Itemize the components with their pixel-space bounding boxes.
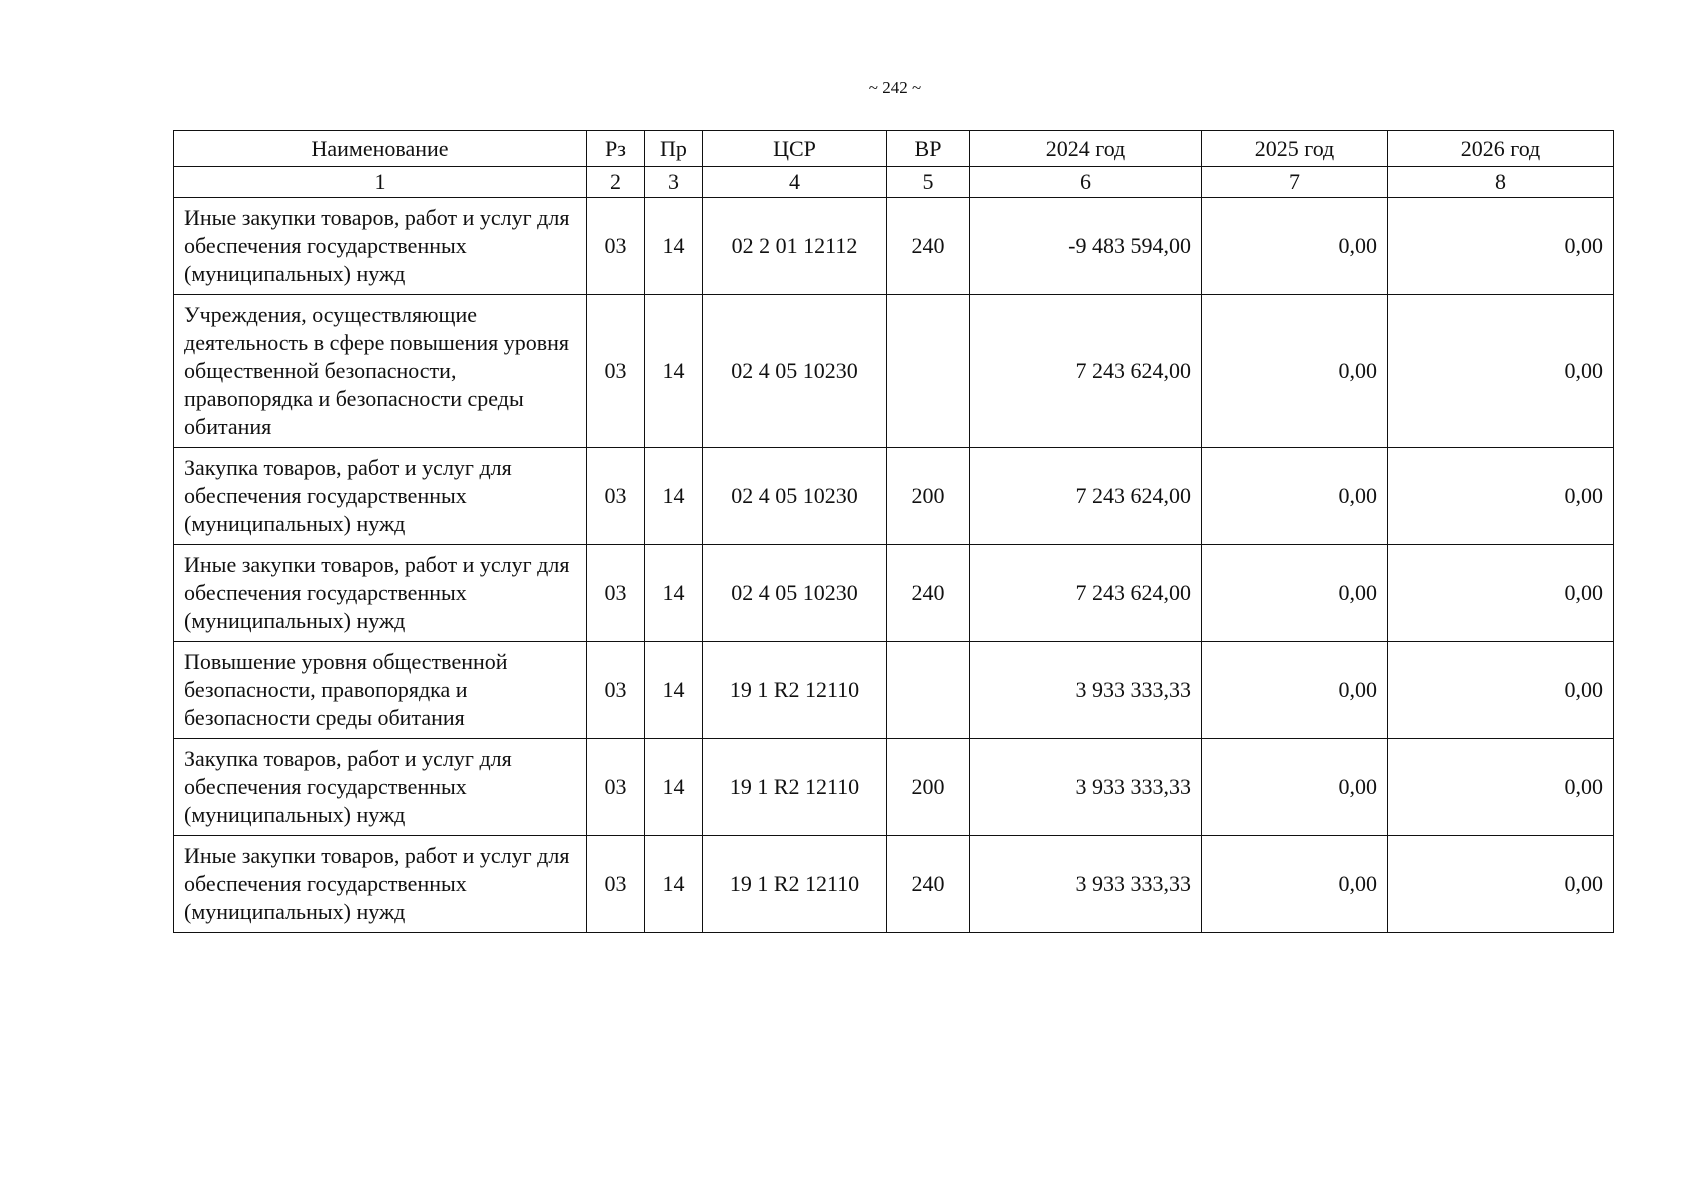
row-csr: 02 4 05 10230 — [703, 545, 887, 642]
header-row — [174, 131, 1614, 167]
row-rz: 03 — [587, 836, 645, 933]
column-number: 3 — [645, 167, 703, 198]
header-pr: Пр — [645, 131, 703, 167]
table-row — [174, 545, 1614, 642]
row-pr: 14 — [645, 642, 703, 739]
row-2025: 0,00 — [1202, 545, 1388, 642]
row-2025: 0,00 — [1202, 739, 1388, 836]
row-2024: -9 483 594,00 — [970, 198, 1202, 295]
row-pr: 14 — [645, 448, 703, 545]
row-rz: 03 — [587, 739, 645, 836]
header-csr: ЦСР — [703, 131, 887, 167]
row-2024: 3 933 333,33 — [970, 836, 1202, 933]
column-number: 8 — [1388, 167, 1614, 198]
row-2025: 0,00 — [1202, 836, 1388, 933]
column-number: 6 — [970, 167, 1202, 198]
column-number: 2 — [587, 167, 645, 198]
row-rz: 03 — [587, 545, 645, 642]
table-row — [174, 295, 1614, 448]
row-2024: 3 933 333,33 — [970, 739, 1202, 836]
column-number: 5 — [887, 167, 970, 198]
row-name: Учреждения, осуществляющие деятельность в сфере повышения уровня общественной безопасности, правопорядка и безопасности среды обитания — [174, 295, 587, 448]
header-name: Наименование — [174, 131, 587, 167]
row-vr: 200 — [887, 448, 970, 545]
row-csr: 19 1 R2 12110 — [703, 739, 887, 836]
row-vr — [887, 295, 970, 448]
header-rz: Рз — [587, 131, 645, 167]
row-2024: 7 243 624,00 — [970, 448, 1202, 545]
row-csr: 19 1 R2 12110 — [703, 836, 887, 933]
row-name: Повышение уровня общественной безопасности, правопорядка и безопасности среды обитания — [174, 642, 587, 739]
row-rz: 03 — [587, 642, 645, 739]
row-rz: 03 — [587, 198, 645, 295]
column-number: 7 — [1202, 167, 1388, 198]
table-row — [174, 642, 1614, 739]
row-name: Закупка товаров, работ и услуг для обеспечения государственных (муниципальных) нужд — [174, 448, 587, 545]
column-number: 4 — [703, 167, 887, 198]
row-rz: 03 — [587, 295, 645, 448]
row-pr: 14 — [645, 295, 703, 448]
row-2026: 0,00 — [1388, 836, 1614, 933]
row-csr: 02 4 05 10230 — [703, 295, 887, 448]
budget-table — [173, 130, 1614, 933]
row-2026: 0,00 — [1388, 448, 1614, 545]
row-2026: 0,00 — [1388, 642, 1614, 739]
row-csr: 02 4 05 10230 — [703, 448, 887, 545]
row-pr: 14 — [645, 739, 703, 836]
row-name: Иные закупки товаров, работ и услуг для обеспечения государственных (муниципальных) нужд — [174, 836, 587, 933]
row-2025: 0,00 — [1202, 295, 1388, 448]
column-number: 1 — [174, 167, 587, 198]
row-vr: 240 — [887, 836, 970, 933]
row-2024: 3 933 333,33 — [970, 642, 1202, 739]
row-pr: 14 — [645, 836, 703, 933]
row-vr — [887, 642, 970, 739]
header-2026: 2026 год — [1388, 131, 1614, 167]
row-2024: 7 243 624,00 — [970, 545, 1202, 642]
row-name: Иные закупки товаров, работ и услуг для обеспечения государственных (муниципальных) нужд — [174, 198, 587, 295]
row-csr: 19 1 R2 12110 — [703, 642, 887, 739]
page-number: ~ 242 ~ — [868, 78, 922, 97]
row-2025: 0,00 — [1202, 642, 1388, 739]
row-2026: 0,00 — [1388, 545, 1614, 642]
header-2025: 2025 год — [1202, 131, 1388, 167]
row-vr: 240 — [887, 545, 970, 642]
row-vr: 200 — [887, 739, 970, 836]
row-csr: 02 2 01 12112 — [703, 198, 887, 295]
row-name: Закупка товаров, работ и услуг для обеспечения государственных (муниципальных) нужд — [174, 739, 587, 836]
row-2025: 0,00 — [1202, 198, 1388, 295]
table-row — [174, 739, 1614, 836]
row-2026: 0,00 — [1388, 295, 1614, 448]
column-number-row — [174, 167, 1614, 198]
table-row — [174, 836, 1614, 933]
row-2026: 0,00 — [1388, 739, 1614, 836]
row-rz: 03 — [587, 448, 645, 545]
header-2024: 2024 год — [970, 131, 1202, 167]
row-2024: 7 243 624,00 — [970, 295, 1202, 448]
row-vr: 240 — [887, 198, 970, 295]
row-2026: 0,00 — [1388, 198, 1614, 295]
row-2025: 0,00 — [1202, 448, 1388, 545]
row-pr: 14 — [645, 545, 703, 642]
row-pr: 14 — [645, 198, 703, 295]
row-name: Иные закупки товаров, работ и услуг для обеспечения государственных (муниципальных) нужд — [174, 545, 587, 642]
table-row — [174, 198, 1614, 295]
table-row — [174, 448, 1614, 545]
header-vr: ВР — [887, 131, 970, 167]
